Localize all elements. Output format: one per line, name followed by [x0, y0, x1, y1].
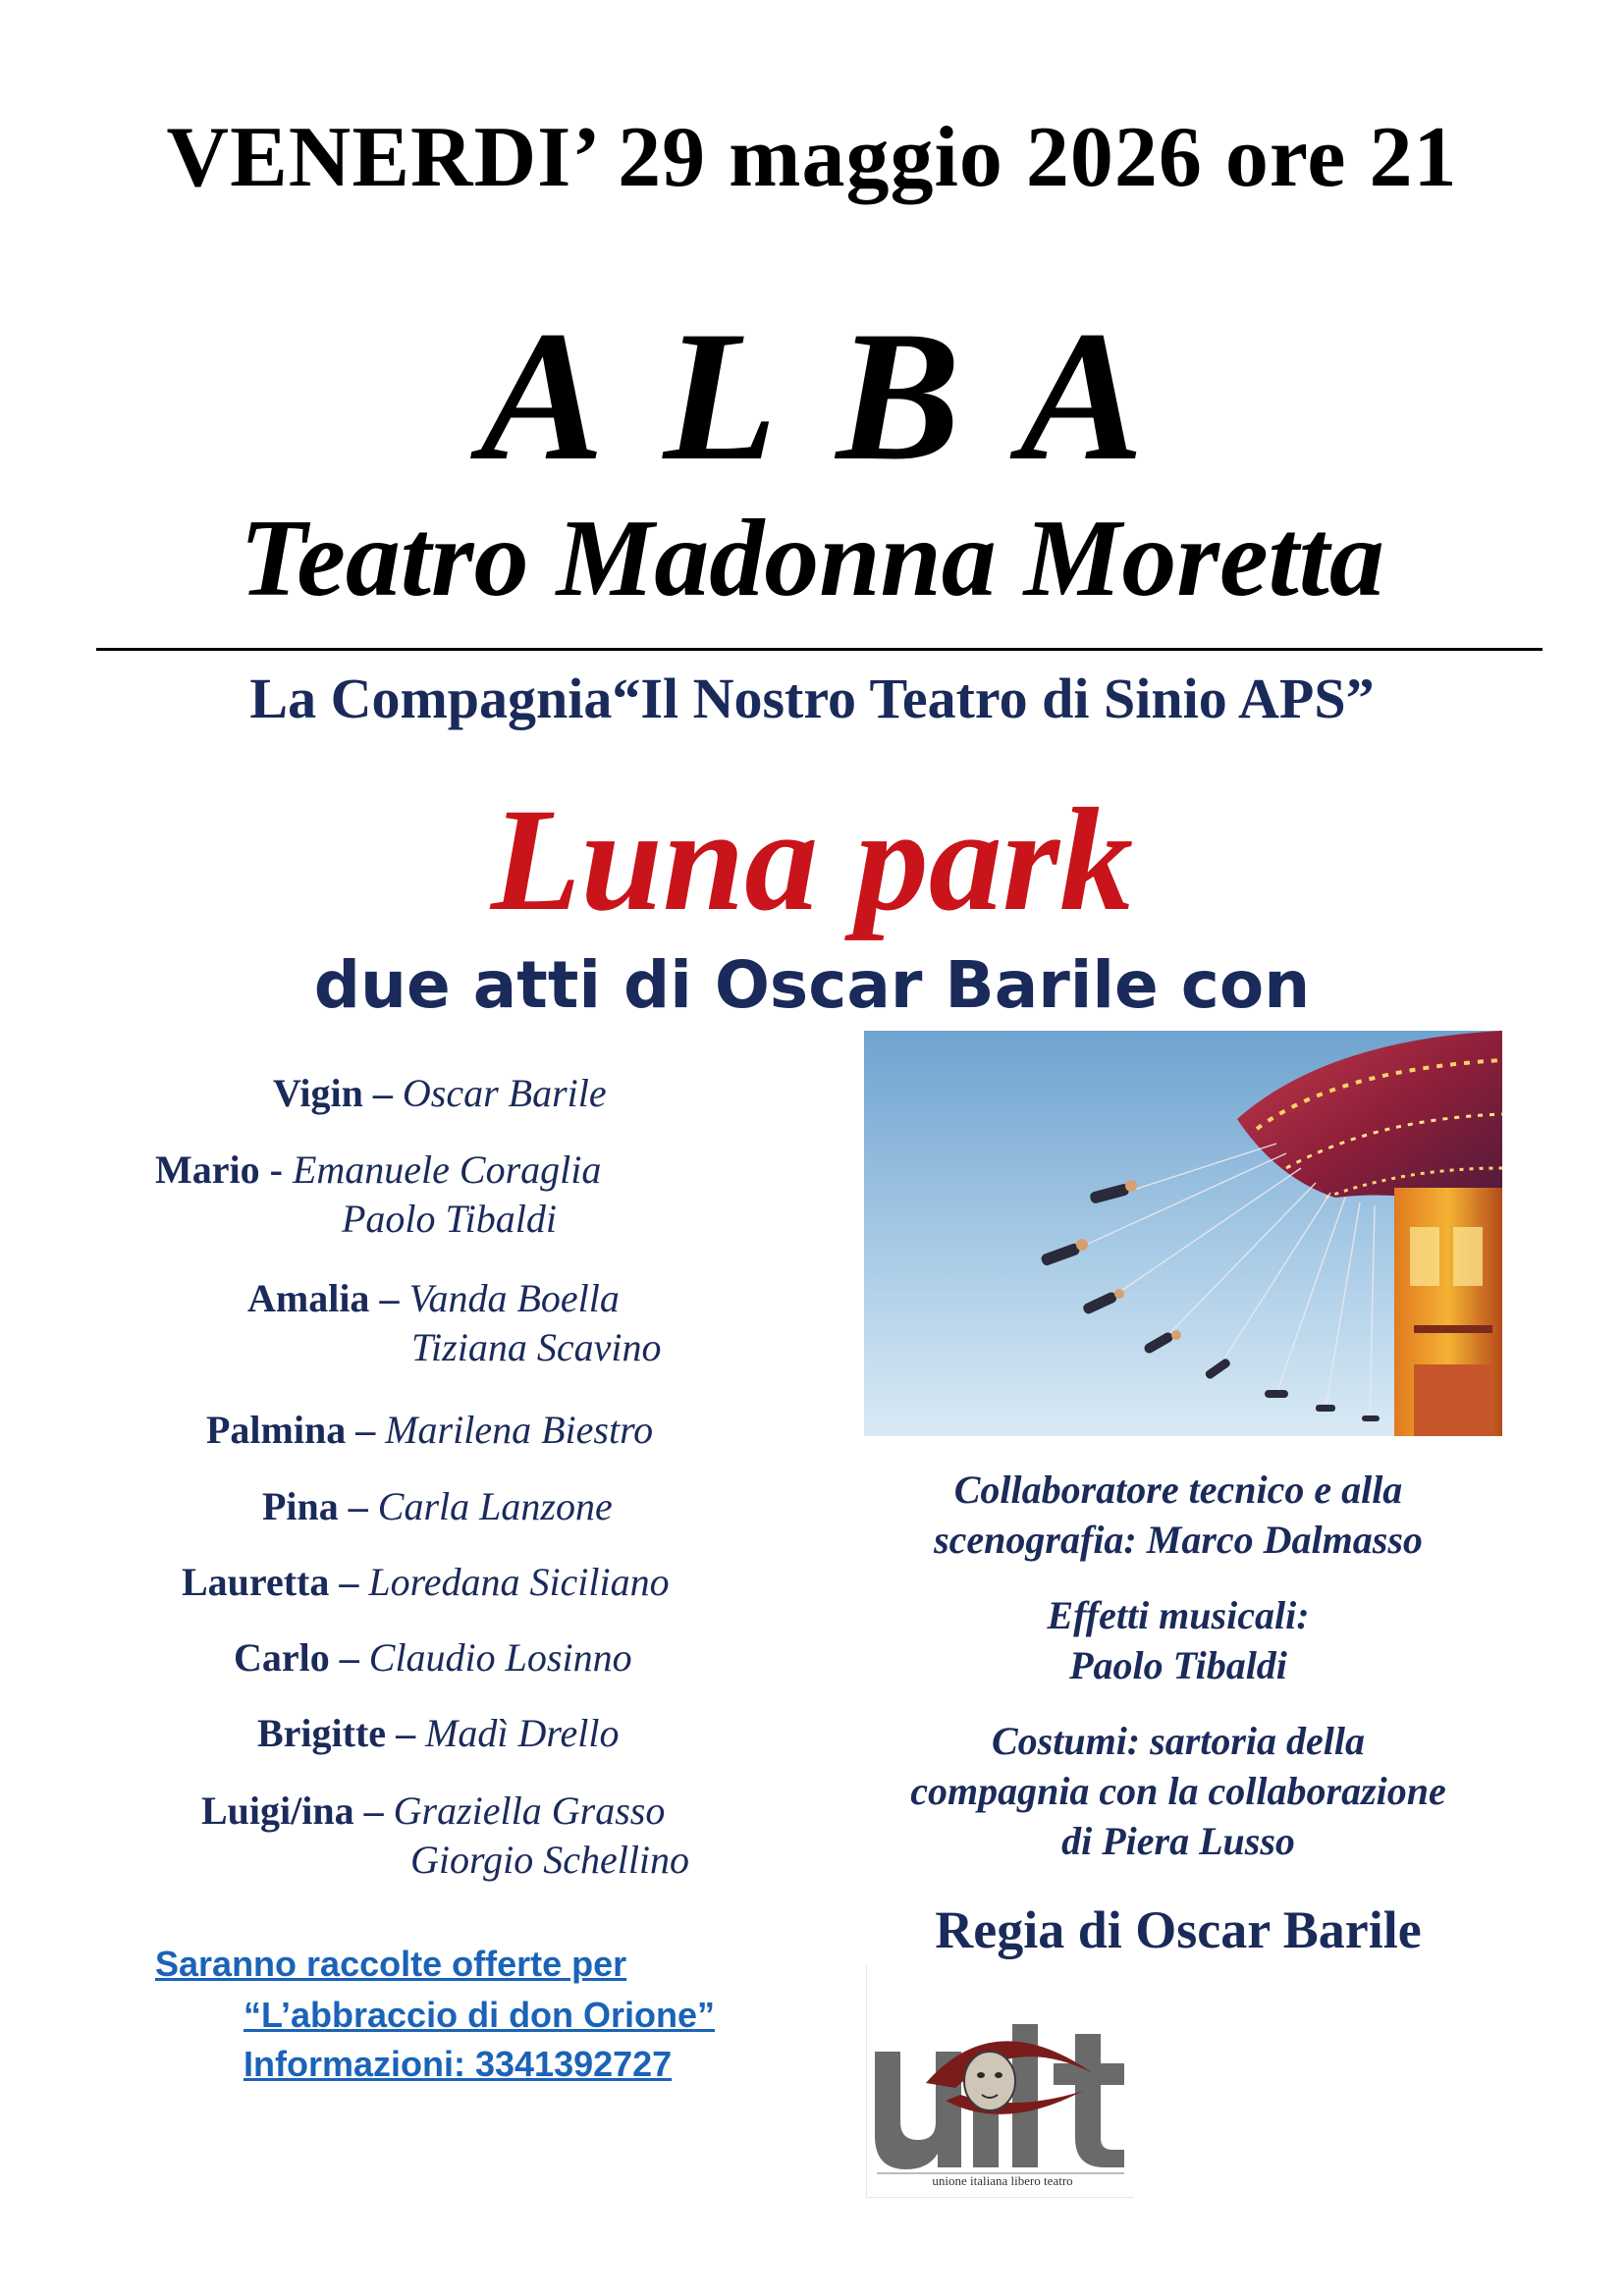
credit-line: Paolo Tibaldi — [1069, 1643, 1287, 1687]
credit-costumes — [844, 1716, 1512, 1866]
show-title: Luna park — [490, 778, 1134, 941]
divider-line — [96, 648, 1543, 651]
credit-music — [844, 1590, 1512, 1690]
credit-line: scenografia: Marco Dalmasso — [934, 1518, 1423, 1562]
cast-actor-alternate: Paolo Tibaldi — [342, 1197, 557, 1241]
cast-actor: Madì Drello — [425, 1711, 620, 1755]
cast-separator: – — [369, 1276, 409, 1320]
company-name: La Compagnia“Il Nostro Teatro di Sinio APS” — [249, 667, 1375, 730]
credit-line: di Piera Lusso — [1061, 1819, 1295, 1863]
cast-actor: Carla Lanzone — [377, 1484, 613, 1528]
cast-separator: - — [259, 1148, 293, 1192]
cast-role: Brigitte — [257, 1711, 387, 1755]
cast-actor-alternate: Giorgio Schellino — [410, 1838, 690, 1882]
credit-line: Effetti musicali: — [1047, 1593, 1310, 1637]
cast-actor: Vanda Boella — [408, 1276, 620, 1320]
cast-role: Mario — [155, 1148, 260, 1192]
cast-actor: Claudio Losinno — [368, 1635, 632, 1680]
cast-actor: Marilena Biestro — [385, 1408, 654, 1452]
cast-separator: – — [353, 1789, 394, 1833]
venue-title: Teatro Madonna Moretta — [240, 498, 1384, 619]
cast-separator: – — [362, 1071, 403, 1115]
event-date-time: VENERDI’ 29 maggio 2026 ore 21 — [166, 110, 1458, 205]
cast-entry — [59, 1146, 960, 1244]
info-phone[interactable]: Informazioni: 3341392727 — [244, 2044, 673, 2084]
cast-separator: – — [329, 1635, 369, 1680]
credit-line: compagnia con la collaborazione — [910, 1769, 1446, 1813]
credit-line: Costumi: sartoria della — [991, 1719, 1366, 1763]
cast-role: Pina — [262, 1484, 339, 1528]
cast-role: Carlo — [234, 1635, 330, 1680]
city-title: ALBA — [479, 294, 1204, 500]
cast-actor-alternate: Tiziana Scavino — [411, 1325, 662, 1369]
cast-separator: – — [386, 1711, 426, 1755]
cast-role: Lauretta — [182, 1560, 330, 1604]
cast-role: Luigi/ina — [201, 1789, 354, 1833]
credit-line: Collaboratore tecnico e alla — [953, 1468, 1403, 1512]
cast-actor: Oscar Barile — [402, 1071, 607, 1115]
logo-caption: unione italiana libero teatro — [932, 2173, 1073, 2188]
donation-line[interactable]: Saranno raccolte offerte per — [155, 1944, 627, 1984]
cast-role: Amalia — [247, 1276, 370, 1320]
cast-actor: Loredana Siciliano — [368, 1560, 670, 1604]
cast-actor: Emanuele Coraglia — [292, 1148, 602, 1192]
uilt-logo — [866, 1965, 1134, 2198]
swing-ride-photo — [864, 1031, 1502, 1436]
cast-separator: – — [338, 1484, 378, 1528]
show-subtitle: due atti di Oscar Barile con — [313, 947, 1311, 1023]
credit-technical — [844, 1465, 1512, 1565]
cast-role: Vigin — [273, 1071, 363, 1115]
cast-separator: – — [329, 1560, 369, 1604]
cast-actor: Graziella Grasso — [393, 1789, 666, 1833]
cast-role: Palmina — [206, 1408, 347, 1452]
donation-recipient[interactable]: “L’abbraccio di don Orione” — [244, 1995, 716, 2035]
cast-separator: – — [346, 1408, 386, 1452]
direction-credit: Regia di Oscar Barile — [935, 1900, 1422, 1959]
